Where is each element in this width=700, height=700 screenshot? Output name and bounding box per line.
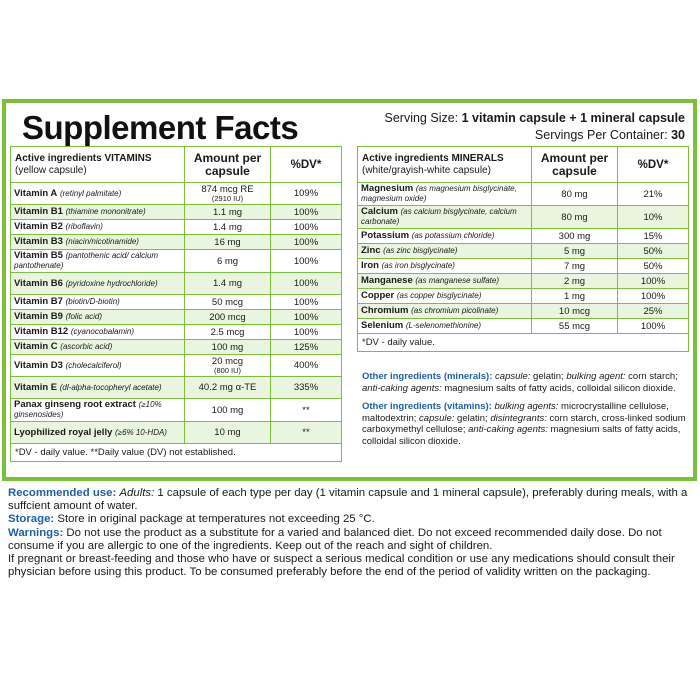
minerals-amount-cell: 1 mg xyxy=(532,289,618,304)
vitamins-amount-cell: 6 mg xyxy=(185,250,271,273)
servings-per-container-label: Servings Per Container: xyxy=(534,128,672,142)
minerals-table xyxy=(357,146,689,352)
minerals-name-cell: Iron (as iron bisglycinate) xyxy=(358,259,532,274)
table-row xyxy=(358,274,689,289)
page-title: Supplement Facts xyxy=(22,109,299,146)
vitamins-name-cell: Vitamin C (ascorbic acid) xyxy=(11,340,185,355)
minerals-name-cell: Magnesium (as magnesium bisglycinate, magnesium oxide) xyxy=(358,183,532,206)
vitamins-dv-cell: ** xyxy=(271,422,342,444)
serving-size-label: Serving Size: xyxy=(384,111,462,125)
table-row xyxy=(11,340,342,355)
table-row xyxy=(11,422,342,444)
other-ingredients-minerals: Other ingredients (minerals): capsule: gelatin; bulking agent: corn starch; anti-caking agents: magnesium salts of fatty acids, colloidal silicon dioxide. xyxy=(362,371,678,394)
minerals-dv-cell: 15% xyxy=(618,229,689,244)
minerals-name-cell: Zinc (as zinc bisglycinate) xyxy=(358,244,532,259)
table-row xyxy=(11,295,342,310)
minerals-amount-cell: 7 mg xyxy=(532,259,618,274)
table-row xyxy=(11,273,342,295)
table-row xyxy=(358,304,689,319)
minerals-dv-cell: 100% xyxy=(618,319,689,334)
warnings-continued: If pregnant or breast-feeding and those who have or suspect a serious medical condition or use any medications should consult their physician before using this product. To be consumed preferably before the end of the period of validity written on the packaging. xyxy=(8,553,675,579)
vitamins-amount-cell: 1.4 mg xyxy=(185,273,271,295)
vitamins-dv-cell: 100% xyxy=(271,235,342,250)
vitamins-name-cell: Vitamin B3 (niacin/nicotinamide) xyxy=(11,235,185,250)
minerals-amount-cell: 5 mg xyxy=(532,244,618,259)
vitamins-name-cell: Vitamin B12 (cyanocobalamin) xyxy=(11,325,185,340)
minerals-amount-cell: 55 mcg xyxy=(532,319,618,334)
vitamins-amount-cell: 50 mcg xyxy=(185,295,271,310)
vitamins-amount-cell: 2.5 mcg xyxy=(185,325,271,340)
vitamins-amount-cell: 100 mg xyxy=(185,340,271,355)
vitamins-dv-cell: 335% xyxy=(271,377,342,399)
vitamins-amount-cell: 16 mg xyxy=(185,235,271,250)
minerals-amount-cell: 80 mg xyxy=(532,183,618,206)
table-row xyxy=(358,183,689,206)
minerals-dv-cell: 50% xyxy=(618,259,689,274)
minerals-name-cell: Potassium (as potassium chloride) xyxy=(358,229,532,244)
minerals-name-cell: Calcium (as calcium bisglycinate, calcium carbonate) xyxy=(358,206,532,229)
vitamins-dv-cell: 100% xyxy=(271,250,342,273)
minerals-name-cell: Copper (as copper bisglycinate) xyxy=(358,289,532,304)
minerals-dv-cell: 100% xyxy=(618,289,689,304)
vitamins-name-cell: Vitamin B6 (pyridoxine hydrochloride) xyxy=(11,273,185,295)
minerals-header-dv: %DV* xyxy=(618,147,689,183)
vitamins-name-cell: Vitamin A (retinyl palmitate) xyxy=(11,183,185,205)
table-row xyxy=(11,250,342,273)
other-ingredients-vitamins: Other ingredients (vitamins): bulking agents: microcrystalline cellulose, maltodextrin; capsule: gelatin; disintegrants: corn starch, cross-linked sodium carboxymethyl cellulose; anti-caking agents: magnesium salts of fatty acids, colloidal silicon dioxide. xyxy=(362,401,686,447)
vitamins-name-cell: Vitamin B1 (thiamine mononitrate) xyxy=(11,205,185,220)
vitamins-header-dv: %DV* xyxy=(271,147,342,183)
minerals-header-amount: Amount per capsule xyxy=(532,147,618,183)
servings-per-container-value: 30 xyxy=(671,128,685,142)
vitamins-amount-cell: 40.2 mg α-TE xyxy=(185,377,271,399)
vitamins-footnote: *DV - daily value. **Daily value (DV) not established. xyxy=(11,444,342,462)
minerals-dv-cell: 21% xyxy=(618,183,689,206)
minerals-amount-cell: 80 mg xyxy=(532,206,618,229)
table-row xyxy=(11,220,342,235)
vitamins-name-cell: Lyophilized royal jelly (≥6% 10-HDA) xyxy=(11,422,185,444)
vitamins-amount-cell: 1.4 mg xyxy=(185,220,271,235)
vitamins-name-cell: Panax ginseng root extract (≥10% ginsenosides) xyxy=(11,399,185,422)
vitamins-amount-cell: 200 mcg xyxy=(185,310,271,325)
vitamins-amount-cell: 10 mg xyxy=(185,422,271,444)
table-row xyxy=(11,183,342,205)
minerals-name-cell: Chromium (as chromium picolinate) xyxy=(358,304,532,319)
minerals-dv-cell: 50% xyxy=(618,244,689,259)
vitamins-dv-cell: ** xyxy=(271,399,342,422)
table-row xyxy=(11,377,342,399)
storage-info: Storage: Store in original package at temperatures not exceeding 25 °C. xyxy=(8,513,375,526)
vitamins-name-cell: Vitamin B9 (folic acid) xyxy=(11,310,185,325)
vitamins-dv-cell: 100% xyxy=(271,310,342,325)
vitamins-dv-cell: 100% xyxy=(271,325,342,340)
vitamins-amount-cell: 1.1 mg xyxy=(185,205,271,220)
vitamins-dv-cell: 100% xyxy=(271,273,342,295)
minerals-amount-cell: 300 mg xyxy=(532,229,618,244)
minerals-name-cell: Manganese (as manganese sulfate) xyxy=(358,274,532,289)
vitamins-amount-cell: 20 mcg (800 IU) xyxy=(185,355,271,377)
minerals-header-ingredient: Active ingredients MINERALS (white/grayish-white capsule) xyxy=(358,147,532,183)
usage-information xyxy=(8,487,698,579)
table-row xyxy=(358,319,689,334)
table-row xyxy=(11,355,342,377)
minerals-name-cell: Selenium (L-selenomethionine) xyxy=(358,319,532,334)
serving-size-value: 1 vitamin capsule + 1 mineral capsule xyxy=(461,111,685,125)
other-ingredients xyxy=(362,371,692,454)
table-row xyxy=(358,206,689,229)
vitamins-table xyxy=(10,146,342,462)
vitamins-dv-cell: 100% xyxy=(271,295,342,310)
vitamins-name-cell: Vitamin B2 (riboflavin) xyxy=(11,220,185,235)
vitamins-name-cell: Vitamin E (dl-alpha-tocopheryl acetate) xyxy=(11,377,185,399)
table-row xyxy=(358,229,689,244)
table-row xyxy=(11,310,342,325)
vitamins-name-cell: Vitamin D3 (cholecalciferol) xyxy=(11,355,185,377)
vitamins-amount-cell: 874 mcg RE (2910 IU) xyxy=(185,183,271,205)
warnings: Warnings: Do not use the product as a substitute for a varied and balanced diet. Do not exceed recommended daily dose. Do not consume if you are allergic to one of the ingredients. Keep out of the reach and sight of children. xyxy=(8,526,662,552)
vitamins-name-cell: Vitamin B5 (pantothenic acid/ calcium pantothenate) xyxy=(11,250,185,273)
minerals-amount-cell: 10 mcg xyxy=(532,304,618,319)
table-row xyxy=(11,205,342,220)
minerals-footnote: *DV - daily value. xyxy=(358,334,689,352)
vitamins-dv-cell: 100% xyxy=(271,205,342,220)
minerals-amount-cell: 2 mg xyxy=(532,274,618,289)
vitamins-name-cell: Vitamin B7 (biotin/D-biotin) xyxy=(11,295,185,310)
vitamins-amount-cell: 100 mg xyxy=(185,399,271,422)
vitamins-dv-cell: 100% xyxy=(271,220,342,235)
minerals-dv-cell: 10% xyxy=(618,206,689,229)
vitamins-dv-cell: 125% xyxy=(271,340,342,355)
vitamins-dv-cell: 109% xyxy=(271,183,342,205)
recommended-use: Recommended use: Adults: 1 capsule of each type per day (1 vitamin capsule and 1 mineral capsule), preferably during meals, with a suffcient amount of water. xyxy=(8,487,688,513)
table-row xyxy=(11,399,342,422)
serving-info xyxy=(385,110,686,144)
table-row xyxy=(11,325,342,340)
vitamins-header-ingredient: Active ingredients VITAMINS (yellow capsule) xyxy=(11,147,185,183)
vitamins-dv-cell: 400% xyxy=(271,355,342,377)
minerals-dv-cell: 100% xyxy=(618,274,689,289)
supplement-facts-panel xyxy=(2,99,697,481)
table-row xyxy=(11,235,342,250)
table-row xyxy=(358,289,689,304)
vitamins-header-amount: Amount per capsule xyxy=(185,147,271,183)
minerals-dv-cell: 25% xyxy=(618,304,689,319)
table-row xyxy=(358,259,689,274)
table-row xyxy=(358,244,689,259)
